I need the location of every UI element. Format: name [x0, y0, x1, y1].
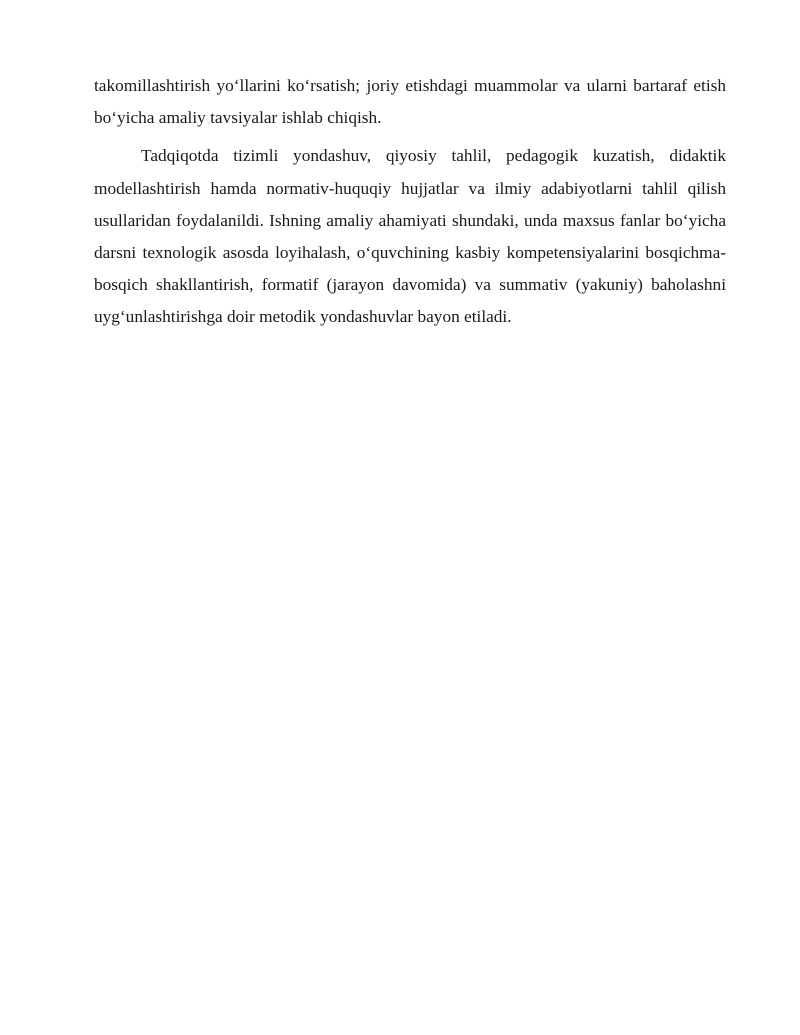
body-text [94, 70, 726, 334]
paragraph-continuation: takomillashtirish yo‘llarini ko‘rsatish; joriy etishdagi muammolar va ularni bartaraf etish bo‘yicha amaliy tavsiyalar ishlab chiqish. [94, 76, 726, 128]
paragraph-methods: Tadqiqotda tizimli yondashuv, qiyosiy tahlil, pedagogik kuzatish, didaktik modellashtirish hamda normativ-huquqiy hujjatlar va ilmiy adabiyotlarni tahlil qilish usullaridan foydalanildi. Ishning amaliy ahamiyati shundaki, unda maxsus fanlar bo‘yicha darsni texnologik asosda loyihalash, o‘quvchining kasbiy kompetensiyalarini bosqichma-bosqich shakllantirish, formatif (jarayon davomida) va summativ (yakuniy) baholashni uyg‘unlashtirishga doir metodik yondashuvlar bayon etiladi. [94, 146, 726, 327]
